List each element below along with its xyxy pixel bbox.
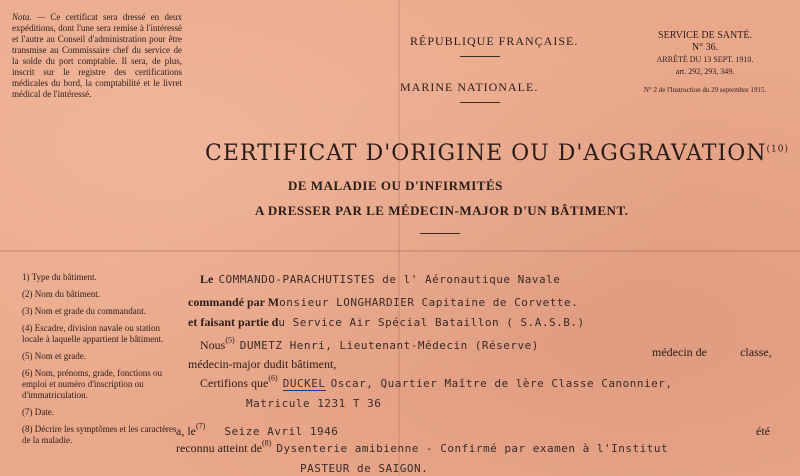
service-sante-block bbox=[620, 30, 790, 96]
title-rule bbox=[420, 233, 460, 234]
nous-label: Nous bbox=[200, 338, 226, 352]
header-rule bbox=[460, 102, 500, 103]
reconnu-footnote: (8) bbox=[261, 438, 272, 448]
commander-line bbox=[188, 291, 578, 310]
date-label: a, le bbox=[176, 424, 196, 438]
certifions-footnote: (6) bbox=[268, 373, 278, 383]
certifions-label: Certifions que bbox=[200, 376, 269, 390]
marine-header: MARINE NATIONALE. bbox=[400, 80, 539, 94]
faisant-typed: u Service Air Spécial Bataillon ( S.A.S.B.) bbox=[278, 316, 585, 329]
fold-line bbox=[0, 250, 800, 252]
legend-item: (4) Escadre, division navale ou station locale à laquelle appartient le bâtiment. bbox=[22, 323, 164, 344]
articles-label: art. 292, 293, 349. bbox=[675, 67, 735, 76]
legend-item: (7) Date. bbox=[22, 407, 54, 417]
legend-item: (6) Nom, prénoms, grade, fonctions ou emploi et numéro d'inscription ou d'immatriculation. bbox=[22, 368, 162, 400]
matricule-line bbox=[246, 392, 381, 411]
instruction-note bbox=[12, 12, 182, 100]
medecin-major-label: médecin-major dudit bâtiment, bbox=[188, 357, 337, 371]
certificate-title bbox=[205, 141, 789, 166]
nous-line bbox=[200, 334, 539, 353]
republique-header: RÉPUBLIQUE FRANÇAISE. bbox=[410, 34, 579, 48]
title-line1: CERTIFICAT D'ORIGINE OU D'AGGRAVATION bbox=[205, 141, 767, 166]
title-footnote: (10) bbox=[766, 144, 789, 155]
title-line2: DE MALADIE OU D'INFIRMITÉS bbox=[288, 178, 503, 193]
legend-item: 1) Type du bâtiment. bbox=[22, 272, 97, 282]
title-line3: A DRESSER PAR LE MÉDECIN-MAJOR D'UN BÂTIMENT. bbox=[255, 203, 629, 218]
ete-label: été bbox=[756, 424, 770, 438]
certifions-line bbox=[200, 372, 672, 391]
medecin-label: médecin de bbox=[652, 345, 707, 359]
le-label: Le bbox=[200, 272, 214, 286]
note-text: Ce certificat sera dressé en deux expéditions, dont l'une sera remise à l'intéressé et l'autre au Conseil d'administration pour être transmise au Commissaire chef du service de la solde du port comptable. Il sera, de plus, inscrit sur le registre des certifications médicales du bord, la comptabilité et le livret médical de l'intéressé. bbox=[12, 12, 182, 99]
header-rule bbox=[460, 56, 500, 57]
matricule-typed: Matricule 1231 T 36 bbox=[246, 397, 382, 410]
nous-footnote: (5) bbox=[225, 335, 235, 345]
ete-line bbox=[756, 420, 770, 439]
reconnu-label: reconnu atteint de bbox=[176, 441, 262, 455]
form-number: N° 36. bbox=[691, 42, 719, 53]
unit-typed: COMMANDO-PARACHUTISTES de l' Aéronautique Navale bbox=[218, 273, 561, 286]
commande-label: commandé par M bbox=[188, 295, 280, 309]
faisant-partie-line bbox=[188, 311, 585, 330]
medecin-major-line bbox=[188, 353, 336, 372]
medecin-de-line bbox=[652, 341, 772, 360]
classe-label: classe, bbox=[740, 345, 772, 359]
arrete-label: ARRÊTÉ DU 13 SEPT. 1910. bbox=[656, 55, 754, 64]
footnote-legend bbox=[22, 272, 182, 452]
legend-item: (5) Nom et grade. bbox=[22, 351, 86, 361]
faisant-label: et faisant partie d bbox=[188, 315, 279, 329]
legend-item: (3) Nom et grade du commandant. bbox=[22, 306, 146, 316]
instruction-label: N° 2 de l'Instruction du 29 septembre 1915. bbox=[643, 86, 767, 94]
note-lead: Nota. — bbox=[12, 12, 46, 22]
reconnu-line bbox=[176, 437, 668, 456]
institut-line bbox=[300, 457, 428, 476]
maladie-typed: Dysenterie amibienne - Confirmé par examen à l'Institut bbox=[276, 442, 669, 455]
date-footnote: (7) bbox=[196, 421, 206, 431]
unit-line bbox=[200, 268, 560, 287]
patient-name-typed: DUCKEL bbox=[282, 377, 326, 390]
date-typed: Seize Avril 1946 bbox=[224, 425, 339, 438]
patient-details-typed: Oscar, Quartier Maître de lère Classe Canonnier, bbox=[330, 377, 673, 390]
fold-line bbox=[398, 0, 400, 476]
legend-item: (2) Nom du bâtiment. bbox=[22, 289, 100, 299]
commander-typed: onsieur LONGHARDIER Capitaine de Corvette. bbox=[279, 296, 579, 309]
doctor-typed: DUMETZ Henri, Lieutenant-Médecin (Réserve) bbox=[239, 339, 539, 352]
service-label: SERVICE DE SANTÉ. bbox=[658, 30, 752, 41]
legend-item: (8) Décrire les symptômes et les caractères de la maladie. bbox=[22, 424, 177, 445]
institut-typed: PASTEUR de SAIGON. bbox=[300, 462, 429, 475]
